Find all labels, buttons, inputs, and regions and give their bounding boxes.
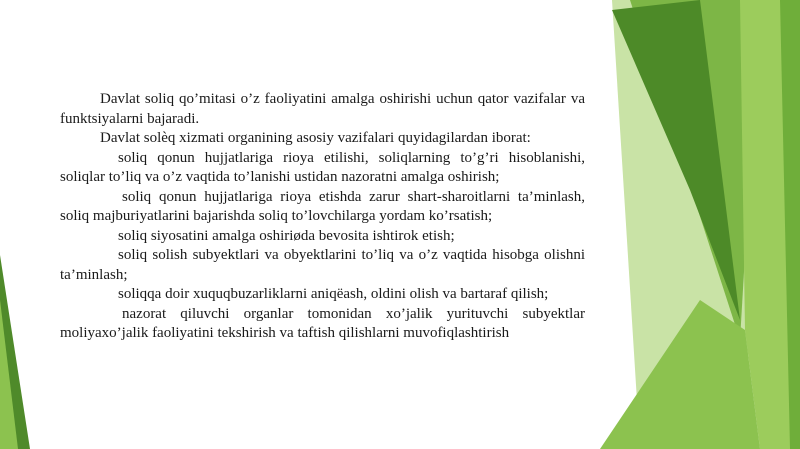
task-item: soliqqa doir xuquqbuzarliklarni aniqëash, oldini olish va bartaraf qilish; — [118, 286, 549, 302]
task-item: soliq qonun hujjatlariga rioya etishda zarur shart-sharoitlarni ta’minlash, soliq majburiyatlarini bajarishda soliq to’lovchilarga yordam ko’rsatish; — [60, 188, 585, 224]
task-item: nazorat qiluvchi organlar tomonidan xo’jalik yurituvchi subyektlar moliyaxo’jalik faoliyatini tekshirish va taftish qilishlarni muvofiqlashtirish — [60, 305, 585, 341]
task-item: soliq solish subyektlari va obyektlarini to’liq va o’z vaqtida hisobga olishni ta’minlash; — [60, 247, 585, 283]
intro-paragraph: Davlat soliq qo’mitasi o’z faoliyatini amalga oshirishi uchun qator vazifalar va funktsiyalarni bajaradi. — [60, 91, 585, 127]
task-item: soliq siyosatini amalga oshiriøda bevosita ishtirok etish; — [118, 227, 455, 244]
tasks-heading: Davlat solèq xizmati organining asosiy vazifalari quyidagilardan iborat: — [100, 130, 531, 146]
slide-body — [60, 90, 585, 344]
task-item: soliq qonun hujjatlariga rioya etilishi, soliqlarning to’g’ri hisoblanishi, soliqlar to’liq va o’z vaqtida to’lanishi ustidan nazoratni amalga oshirish; — [60, 149, 585, 185]
